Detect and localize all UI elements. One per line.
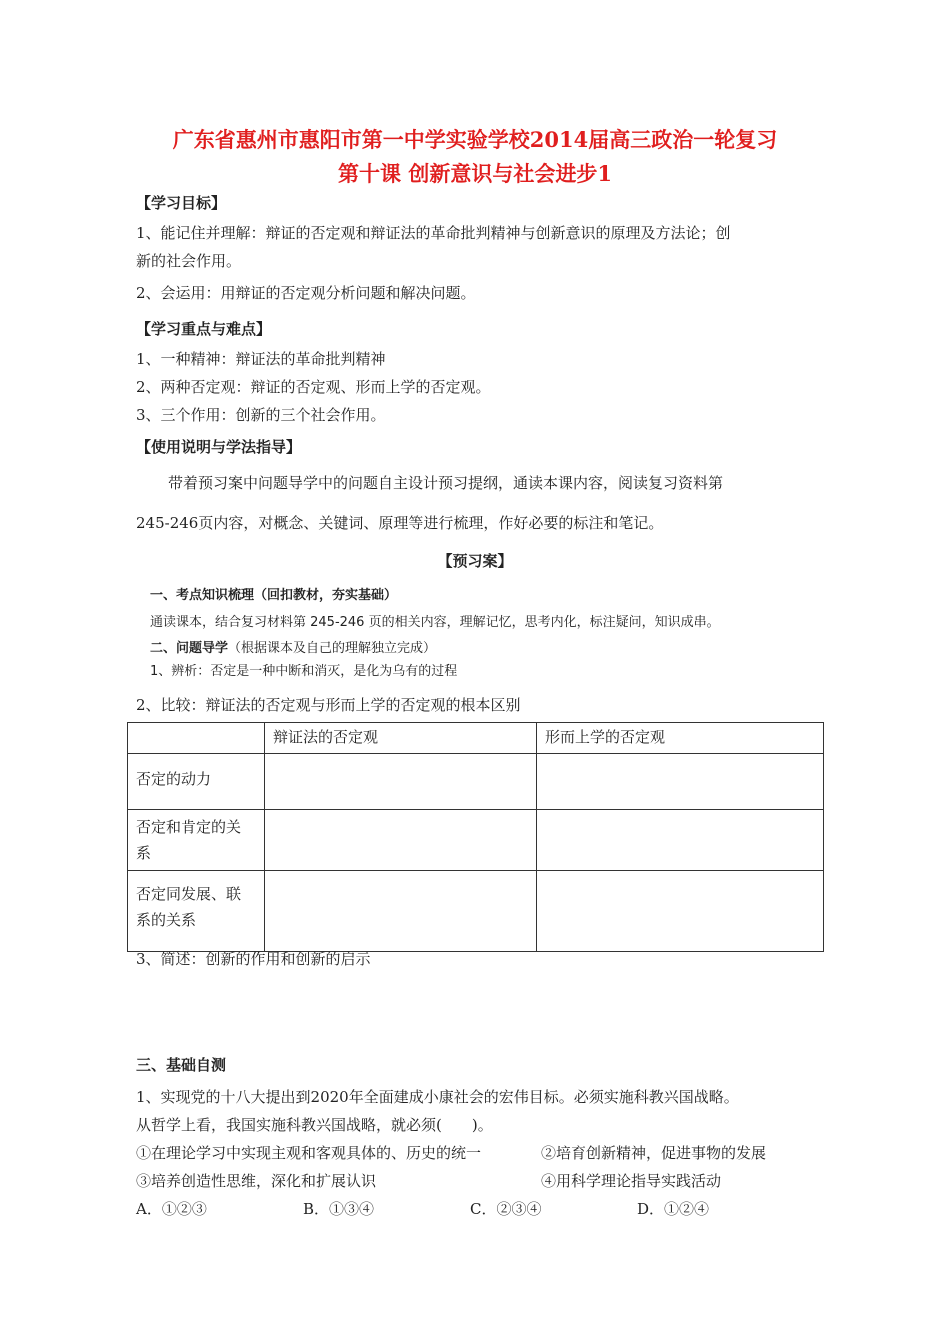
table-cell (265, 810, 537, 871)
keypoints-heading: 【学习重点与难点】 (136, 320, 272, 338)
table-cell (265, 871, 537, 952)
selftest-q1-line1: 1、实现党的十八大提出到2020年全面建成小康社会的宏伟目标。必须实施科教兴国战略。 (136, 1088, 739, 1106)
row-label-line: 否定和肯定的关 (136, 818, 242, 836)
selftest-answer-a: A．①②③ (136, 1200, 207, 1218)
table-cell (265, 754, 537, 810)
preview-heading: 【预习案】 (437, 552, 513, 570)
table-cell (537, 871, 824, 952)
keypoint-item: 1、一种精神：辩证法的革命批判精神 (136, 350, 386, 368)
table-header-cell: 形而上学的否定观 (537, 723, 824, 754)
goals-item1-line2: 新的社会作用。 (136, 252, 242, 270)
row-label-line: 否定同发展、联 (136, 885, 242, 903)
row-label-line: 否定的动力 (136, 770, 212, 788)
selftest-answer-c: C．②③④ (470, 1200, 542, 1218)
table-row (128, 871, 824, 952)
preview-question2: 2、比较：辩证法的否定观与形而上学的否定观的根本区别 (136, 696, 521, 714)
goals-item2: 2、会运用：用辩证的否定观分析问题和解决问题。 (136, 284, 476, 302)
selftest-option: ①在理论学习中实现主观和客观具体的、历史的统一 (136, 1144, 482, 1162)
preview-part2-title: 二、问题导学 (150, 641, 229, 656)
preview-question3: 3、简述：创新的作用和创新的启示 (136, 950, 371, 968)
table-row-label (128, 754, 265, 810)
table-row-label (128, 871, 265, 952)
selftest-heading: 三、基础自测 (136, 1056, 227, 1074)
keypoint-item: 3、三个作用：创新的三个社会作用。 (136, 406, 386, 424)
preview-part2 (150, 637, 436, 656)
selftest-answer-d: D．①②④ (637, 1200, 710, 1218)
selftest-option: ②培育创新精神，促进事物的发展 (541, 1144, 767, 1162)
instructions-line1: 带着预习案中问题导学中的问题自主设计预习提纲，通读本课内容，阅读复习资料第 (168, 474, 724, 492)
table-cell (537, 754, 824, 810)
preview-question1: 1、辨析：否定是一种中断和消灭，是化为乌有的过程 (150, 664, 458, 679)
document-title-line1: 广东省惠州市惠阳市第一中学实验学校2014届高三政治一轮复习 (172, 127, 778, 152)
row-label-line: 系 (136, 844, 152, 862)
selftest-option: ③培养创造性思维，深化和扩展认识 (136, 1172, 377, 1190)
goals-item1-line1: 1、能记住并理解：辩证的否定观和辩证法的革命批判精神与创新意识的原理及方法论；创 (136, 224, 731, 242)
table-row (128, 810, 824, 871)
selftest-answer-b: B．①③④ (303, 1200, 375, 1218)
comparison-table (127, 722, 824, 952)
instructions-line2: 245-246页内容，对概念、关键词、原理等进行梳理，作好必要的标注和笔记。 (136, 514, 664, 532)
selftest-q1-line2: 从哲学上看，我国实施科教兴国战略，就必须( )。 (136, 1116, 493, 1134)
table-cell (537, 810, 824, 871)
table-header-cell: 辩证法的否定观 (265, 723, 537, 754)
document-title-line2: 第十课 创新意识与社会进步1 (338, 161, 612, 186)
keypoint-item: 2、两种否定观：辩证的否定观、形而上学的否定观。 (136, 378, 491, 396)
table-row-label (128, 810, 265, 871)
preview-part1-text: 通读课本，结合复习材料第 245-246 页的相关内容，理解记忆，思考内化，标注疑问，知识成串。 (150, 615, 720, 630)
selftest-option: ④用科学理论指导实践活动 (541, 1172, 722, 1190)
table-header-row (128, 723, 824, 754)
goals-heading: 【学习目标】 (136, 194, 227, 212)
table-row (128, 754, 824, 810)
instructions-heading: 【使用说明与学法指导】 (136, 438, 302, 456)
table-header-cell (128, 723, 265, 754)
preview-part2-note: （根据课本及自己的理解独立完成） (228, 641, 437, 656)
preview-part1-title: 一、考点知识梳理（回扣教材，夯实基础） (150, 588, 398, 603)
row-label-line: 系的关系 (136, 911, 197, 929)
